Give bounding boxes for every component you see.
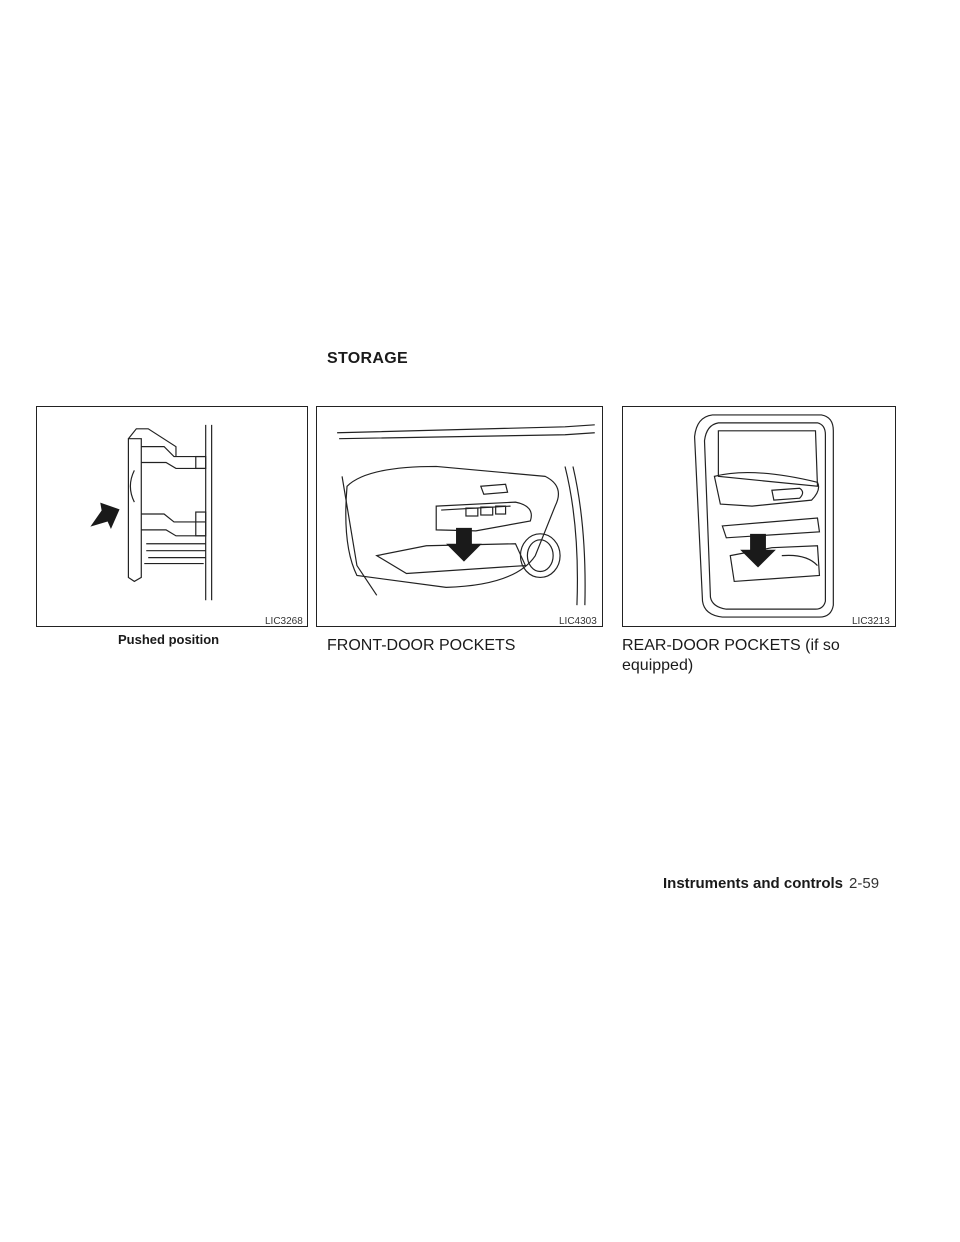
page-footer (663, 875, 879, 892)
footer-section-title: Instruments and controls (663, 875, 844, 892)
down-arrow-icon (740, 534, 776, 568)
figure-code: LIC3268 (265, 616, 303, 627)
figure-rear-door-pockets (622, 406, 896, 627)
figure-code: LIC3213 (852, 616, 890, 627)
figure-caption: FRONT-DOOR POCKETS (327, 637, 516, 654)
down-arrow-icon (446, 528, 482, 562)
rear-door-illustration (623, 407, 895, 626)
front-door-illustration (317, 407, 602, 626)
page-number: 2-59 (849, 875, 880, 892)
pushed-position-illustration (37, 407, 307, 626)
figure-pushed-position (36, 406, 308, 627)
figure-code: LIC4303 (559, 616, 597, 627)
push-arrow-icon (87, 500, 123, 533)
figure-caption: REAR-DOOR POCKETS (if so equipped) (622, 637, 840, 674)
section-title: STORAGE (327, 350, 408, 367)
figure-front-door-pockets (316, 406, 603, 627)
figure-caption: Pushed position (118, 632, 220, 647)
